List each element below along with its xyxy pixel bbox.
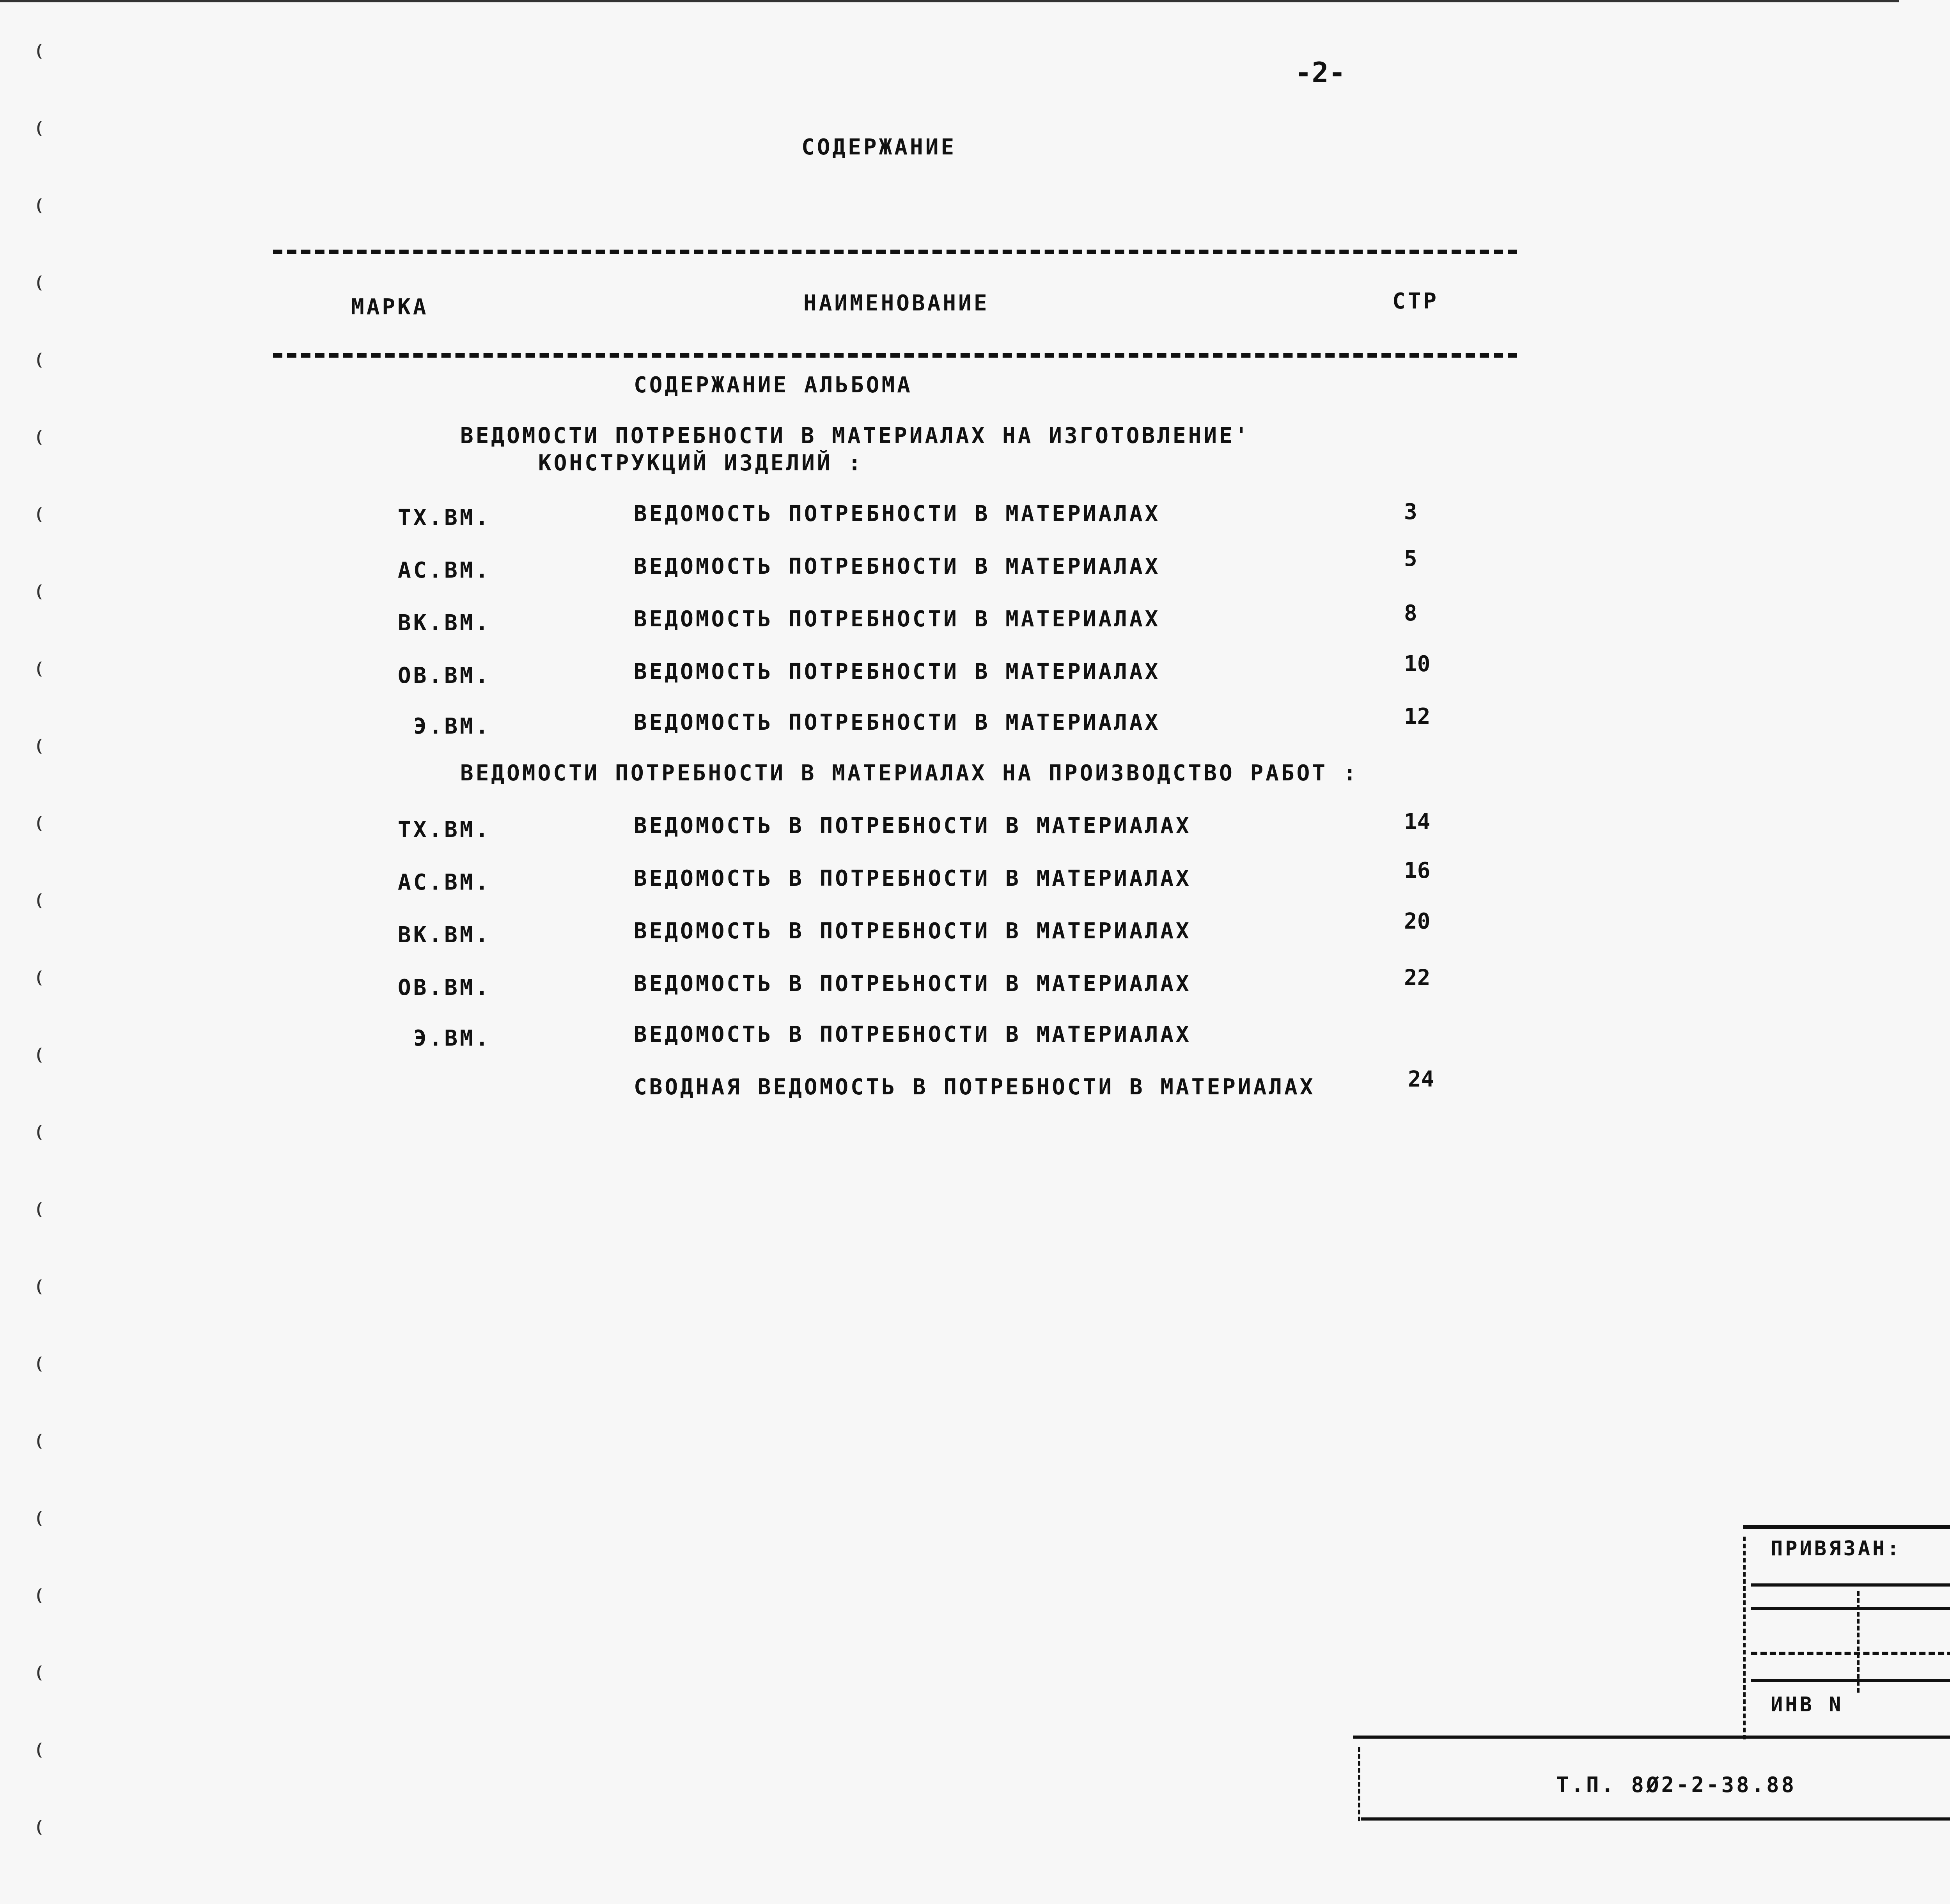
row-mark: ВК.ВМ.	[398, 610, 491, 636]
perforation-hook-icon: ⌣	[26, 1587, 58, 1605]
perforation-hook-icon: ⌣	[26, 42, 58, 60]
row-mark: АС.ВМ.	[398, 870, 491, 895]
row-name: ВЕДОМОСТЬ ПОТРЕБНОСТИ В МАТЕРИАЛАХ	[634, 710, 1161, 735]
perforation-hook-icon: ⌣	[26, 737, 58, 755]
perforation-hook-icon: ⌣	[26, 1123, 58, 1142]
row-name: ВЕДОМОСТЬ В ПОТРЕБНОСТИ В МАТЕРИАЛАХ	[634, 813, 1191, 839]
header-page: СТР	[1392, 289, 1439, 314]
section1-heading-line2: КОНСТРУКЦИЙ ИЗДЕЛИЙ :	[538, 450, 864, 476]
row-mark: ОВ.ВМ.	[398, 975, 491, 1000]
summary-page: 24	[1408, 1067, 1434, 1092]
row-mark: Э.ВМ.	[413, 1026, 491, 1051]
row-page: 22	[1404, 965, 1431, 991]
perforation-hook-icon: ⌣	[26, 351, 58, 369]
row-name: ВЕДОМОСТЬ ПОТРЕБНОСТИ В МАТЕРИАЛАХ	[634, 606, 1161, 632]
row-page: 5	[1404, 546, 1417, 571]
stamp-inv: ИНВ N	[1771, 1693, 1844, 1716]
perforation-hook-icon: ⌣	[26, 1046, 58, 1064]
row-page: 10	[1404, 651, 1431, 677]
row-page: 16	[1404, 858, 1431, 883]
row-page: 20	[1404, 909, 1431, 934]
page-number: -2-	[1295, 56, 1346, 89]
stamp-privyazan: ПРИВЯЗАН:	[1771, 1537, 1902, 1560]
row-mark: ТХ.ВМ.	[398, 817, 491, 842]
album-title: СОДЕРЖАНИЕ АЛЬБОМА	[634, 372, 913, 398]
summary-name: СВОДНАЯ ВЕДОМОСТЬ В ПОТРЕБНОСТИ В МАТЕРИАЛАХ	[634, 1074, 1315, 1100]
perforation-hook-icon: ⌣	[26, 1741, 58, 1759]
section1-heading-line1: ВЕДОМОСТИ ПОТРЕБНОСТИ В МАТЕРИАЛАХ НА ИЗГОТОВЛЕНИЕ'	[460, 423, 1250, 449]
perforation-hook-icon: ⌣	[26, 1200, 58, 1219]
header-mark: МАРКА	[351, 294, 429, 320]
header-rule-top	[273, 250, 1517, 254]
row-mark: АС.ВМ.	[398, 558, 491, 583]
perforation-hook-icon: ⌣	[26, 583, 58, 601]
header-name: НАИМЕНОВАНИЕ	[803, 291, 989, 316]
section2-heading: ВЕДОМОСТИ ПОТРЕБНОСТИ В МАТЕРИАЛАХ НА ПРОИЗВОДСТВО РАБОТ :	[460, 761, 1359, 786]
stamp-code: Т.П. 8Ø2-2-38.88	[1556, 1773, 1797, 1797]
row-page: 8	[1404, 601, 1417, 626]
row-name: ВЕДОМОСТЬ ПОТРЕБНОСТИ В МАТЕРИАЛАХ	[634, 554, 1161, 579]
perforation-hook-icon: ⌣	[26, 892, 58, 910]
perforation-hook-icon: ⌣	[26, 119, 58, 138]
row-name: ВЕДОМОСТЬ В ПОТРЕЬНОСТИ В МАТЕРИАЛАХ	[634, 971, 1191, 996]
row-page: 3	[1404, 499, 1417, 525]
row-mark: ТХ.ВМ.	[398, 505, 491, 530]
perforation-hook-icon: ⌣	[26, 428, 58, 447]
perforation-hook-icon: ⌣	[26, 1664, 58, 1682]
row-page: 14	[1404, 809, 1431, 835]
perforation-hook-icon: ⌣	[26, 1818, 58, 1837]
row-page: 12	[1404, 704, 1431, 729]
row-name: ВЕДОМОСТЬ В ПОТРЕБНОСТИ В МАТЕРИАЛАХ	[634, 918, 1191, 944]
row-name: ВЕДОМОСТЬ В ПОТРЕБНОСТИ В МАТЕРИАЛАХ	[634, 1022, 1191, 1047]
perforation-hook-icon: ⌣	[26, 969, 58, 987]
perforation-hook-icon: ⌣	[26, 1432, 58, 1450]
perforation-hook-icon: ⌣	[26, 197, 58, 215]
perforation-hook-icon: ⌣	[26, 814, 58, 833]
row-name: ВЕДОМОСТЬ В ПОТРЕБНОСТИ В МАТЕРИАЛАХ	[634, 866, 1191, 891]
row-name: ВЕДОМОСТЬ ПОТРЕБНОСТИ В МАТЕРИАЛАХ	[634, 501, 1161, 527]
perforation-hook-icon: ⌣	[26, 274, 58, 292]
perforation-hook-icon: ⌣	[26, 505, 58, 524]
row-name: ВЕДОМОСТЬ ПОТРЕБНОСТИ В МАТЕРИАЛАХ	[634, 659, 1161, 684]
row-mark: ВК.ВМ.	[398, 922, 491, 948]
perforation-hook-icon: ⌣	[26, 1509, 58, 1528]
row-mark: ОВ.ВМ.	[398, 663, 491, 688]
row-mark: Э.ВМ.	[413, 714, 491, 739]
header-rule-bottom	[273, 353, 1517, 358]
top-edge-line	[0, 0, 1899, 2]
perforation-hook-icon: ⌣	[26, 1355, 58, 1373]
page-title: СОДЕРЖАНИЕ	[801, 135, 957, 160]
perforation-hook-icon: ⌣	[26, 1278, 58, 1296]
perforation-hook-icon: ⌣	[26, 660, 58, 678]
